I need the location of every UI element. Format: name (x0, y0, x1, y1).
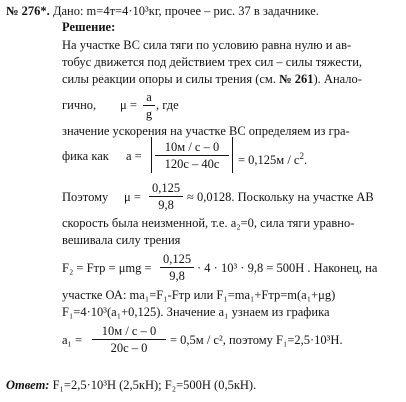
abs-bar-right (232, 137, 233, 173)
fraction-acceleration-bc (155, 140, 229, 171)
fraction-bar (92, 339, 166, 340)
text-line-3 (62, 72, 362, 87)
mu-equals: μ = (120, 98, 137, 112)
acceleration-result (238, 149, 307, 168)
text-line-6-pre: фика как (62, 149, 109, 163)
fraction-numerator: 0,125 (162, 252, 192, 266)
fraction-denominator: 20с – 0 (110, 341, 148, 355)
text-line-11: участке ОА: ma₁=F₁-Fтр или F₁=ma₁+Fтр=m(a₁+μg) (62, 288, 336, 302)
mu-equals-2: μ = (124, 190, 141, 204)
fraction-denominator: 9,8 (158, 198, 174, 212)
problem-number: № 276*. (6, 4, 50, 18)
problem-given: Дано: m=4т=4·10³кг, прочее – рис. 37 в задачнике. (52, 4, 319, 18)
answer-line (6, 378, 256, 393)
a-equals: a = (126, 149, 142, 163)
acceleration-dot: . (303, 153, 308, 168)
fraction-numerator: a (146, 90, 152, 104)
text-line-5: значение ускорения на участке ВС определяем из гра- (62, 124, 350, 138)
solution-heading: Решение: (62, 20, 116, 34)
text-line-3-a: силы реакции опоры и силы трения (см. (62, 72, 280, 86)
text-line-2: тобус движется под действием трех сил – силы тяжести, (62, 55, 363, 69)
answer-text: F₁=2,5·10³Н (2,5кН); F₂=500Н (0,5кН). (49, 378, 257, 392)
fraction-denominator: 120с – 40с (164, 157, 220, 171)
fraction-mu (149, 181, 183, 212)
text-line-4-pre: гично, (62, 98, 97, 112)
text-line-10-pre: F₂ = Fтр = μmg = (62, 261, 152, 275)
reference-261: № 261 (279, 72, 314, 86)
fraction-a-over-g (143, 90, 155, 121)
fraction-denominator: 9,8 (169, 269, 185, 283)
text-line-13-pre: a₁ = (62, 333, 83, 347)
fraction-bar (155, 155, 229, 156)
abs-bar-left (151, 137, 152, 173)
acceleration-exponent: 2 (299, 151, 304, 161)
fraction-denominator: g (145, 107, 153, 121)
acceleration-value: = 0,125м / с (238, 153, 300, 168)
fraction-numerator: 10м / с – 0 (164, 140, 220, 154)
problem-header (6, 4, 319, 19)
fraction-bar (160, 267, 194, 268)
text-line-7-post: ≈ 0,0128. Поскольку на участке АВ (187, 190, 374, 204)
text-line-10-post: · 4 · 10³ · 9,8 = 500Н . Наконец, на (197, 261, 378, 275)
text-line-9: вешивала силу трения (62, 233, 181, 247)
fraction-numerator: 0,125 (151, 181, 181, 195)
fraction-bar (143, 105, 155, 106)
text-line-3-b: ). Анало- (313, 72, 362, 86)
text-line-4-post: , где (156, 98, 179, 112)
text-line-8: скорость была неизменной, т.е. a₂=0, сила тяги уравно- (62, 216, 355, 230)
fraction-bar (149, 196, 183, 197)
text-line-1: На участке ВС сила тяги по условию равна нулю и ав- (62, 38, 352, 52)
text-line-12: F₁=4·10³(a₁+0,125). Значение a₁ узнаем из графика (62, 305, 330, 319)
fraction-a1 (92, 324, 166, 355)
fraction-f2 (160, 252, 194, 283)
text-line-13-post: = 0,5м / с², поэтому F₁=2,5·10³Н. (170, 333, 343, 347)
fraction-numerator: 10м / с – 0 (101, 324, 157, 338)
answer-label: Ответ: (6, 378, 50, 392)
text-line-7-pre: Поэтому (62, 190, 109, 204)
